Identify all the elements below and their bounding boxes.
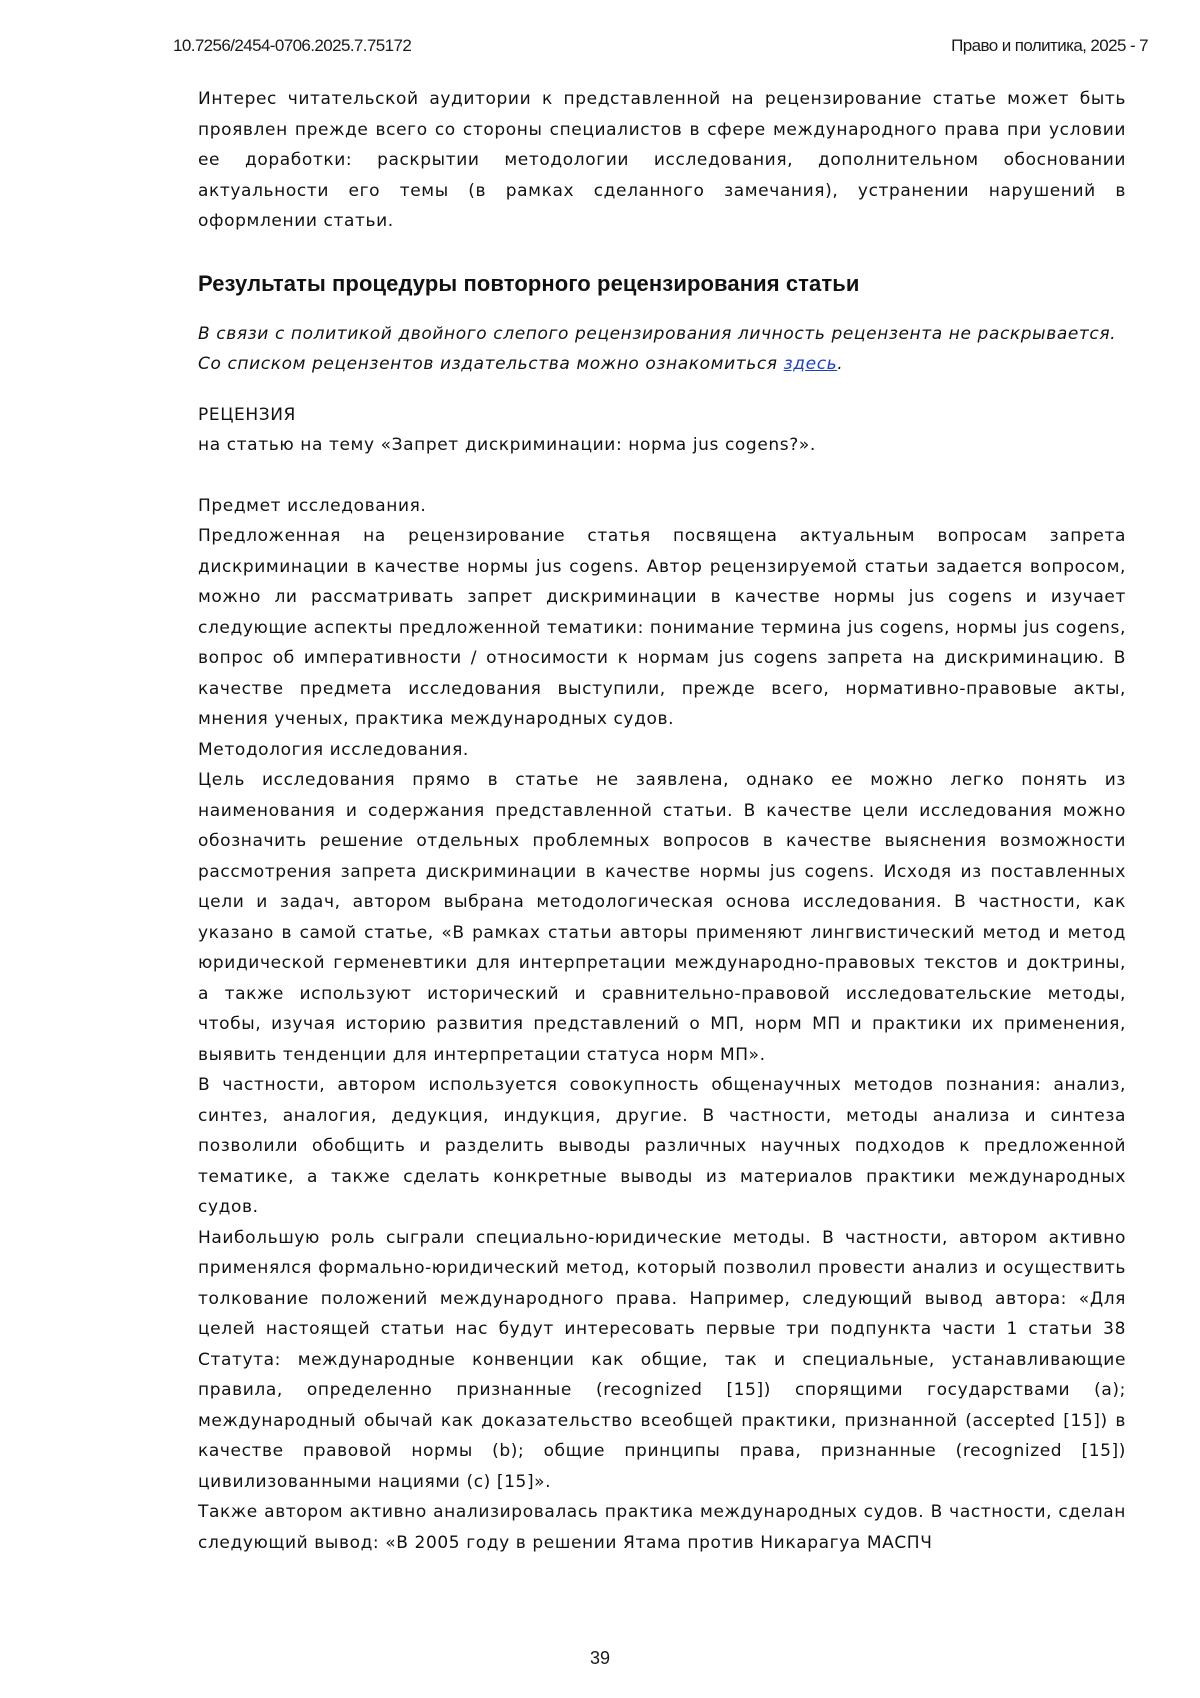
- review-section-label: Методология исследования.: [198, 735, 1126, 766]
- notice-line: В связи с политикой двойного слепого рецензирования личность рецензента не раскрывается.: [198, 319, 1126, 350]
- page-header: [173, 36, 1148, 60]
- notice-reviewers-line: Со списком рецензентов издательства можно ознакомиться здесь.: [198, 349, 1126, 380]
- doi: 10.7256/2454-0706.2025.7.75172: [173, 36, 411, 56]
- review-header: [198, 400, 1126, 461]
- article-body: [198, 84, 1126, 1558]
- page-number: 39: [0, 1648, 1200, 1669]
- review-subheading: на статью на тему «Запрет дискриминации: норма jus cogens?».: [198, 430, 1126, 461]
- review-heading: РЕЦЕНЗИЯ: [198, 400, 1126, 431]
- review-notice: [198, 319, 1126, 380]
- review-paragraph: В частности, автором используется совокупность общенаучных методов познания: анализ, синтез, аналогия, дедукция, индукция, другие. В частности, методы анализа и синтеза позволили обобщить и разделить выводы различных научных подходов к предложенной тематике, а также сделать конкретные выводы из материалов практики международных судов.: [198, 1070, 1126, 1223]
- review-paragraph: Также автором активно анализировалась практика международных судов. В частности, сделан следующий вывод: «В 2005 году в решении Ятама против Никарагуа МАСПЧ: [198, 1497, 1126, 1558]
- review-text: [198, 491, 1126, 1559]
- review-paragraph: Предложенная на рецензирование статья посвящена актуальным вопросам запрета дискриминации в качестве нормы jus cogens. Автор рецензируемой статьи задается вопросом, можно ли рассматривать запрет дискриминации в качестве нормы jus cogens и изучает следующие аспекты предложенной тематики: понимание термина jus cogens, нормы jus cogens, вопрос об императивности / относимости к нормам jus cogens запрета на дискриминацию. В качестве предмета исследования выступили, прежде всего, нормативно-правовые акты, мнения ученых, практика международных судов.: [198, 521, 1126, 735]
- review-section-label: Предмет исследования.: [198, 491, 1126, 522]
- intro-paragraph: Интерес читательской аудитории к представленной на рецензирование статье может быть проявлен прежде всего со стороны специалистов в сфере международного права при условии ее доработки: раскрытии методологии исследования, дополнительном обосновании актуальности его темы (в рамках сделанного замечания), устранении нарушений в оформлении статьи.: [198, 84, 1126, 237]
- review-paragraph: Цель исследования прямо в статье не заявлена, однако ее можно легко понять из наименования и содержания представленной статьи. В качестве цели исследования можно обозначить решение отдельных проблемных вопросов в качестве выяснения возможности рассмотрения запрета дискриминации в качестве нормы jus cogens. Исходя из поставленных цели и задач, автором выбрана методологическая основа исследования. В частности, как указано в самой статье, «В рамках статьи авторы применяют лингвистический метод и метод юридической герменевтики для интерпретации международно-правовых текстов и доктрины, а также используют исторический и сравнительно-правовой исследовательские методы, чтобы, изучая историю развития представлений о МП, норм МП и практики их применения, выявить тенденции для интерпретации статуса норм МП».: [198, 765, 1126, 1070]
- section-title: Результаты процедуры повторного рецензирования статьи: [198, 269, 1126, 299]
- review-paragraph: Наибольшую роль сыграли специально-юридические методы. В частности, автором активно применялся формально-юридический метод, который позволил провести анализ и осуществить толкование положений международного права. Например, следующий вывод автора: «Для целей настоящей статьи нас будут интересовать первые три подпункта части 1 статьи 38 Статута: международные конвенции как общие, так и специальные, устанавливающие правила, определенно признанные (recognized [15]) спорящими государствами (a); международный обычай как доказательство всеобщей практики, признанной (accepted [15]) в качестве правовой нормы (b); общие принципы права, признанные (recognized [15]) цивилизованными нациями (c) [15]».: [198, 1223, 1126, 1498]
- reviewers-link[interactable]: здесь: [784, 354, 838, 374]
- journal-title: Право и политика, 2025 - 7: [951, 36, 1148, 56]
